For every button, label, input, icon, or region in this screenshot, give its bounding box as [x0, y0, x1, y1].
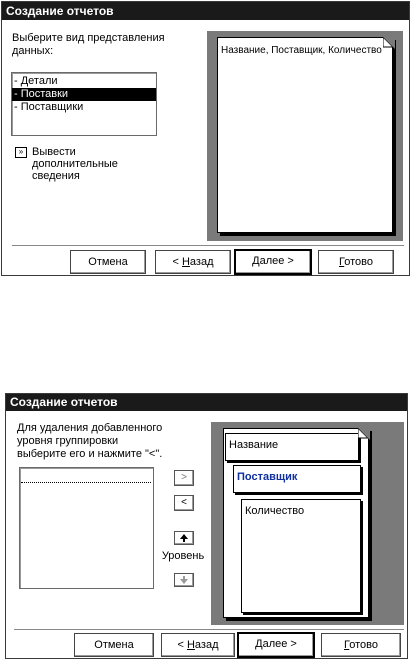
button-separator	[12, 245, 404, 247]
view-type-item[interactable]: - Поставщики	[14, 101, 84, 113]
view-type-item[interactable]: - Поставки	[12, 88, 156, 101]
extra-info-label[interactable]: Вывести дополнительные сведения	[32, 146, 118, 182]
dialog-title: Создание отчетов	[6, 394, 407, 411]
button-separator	[14, 629, 404, 631]
preview-field-detail: Количество	[241, 499, 361, 613]
preview-fields-text: Название, Поставщик, Количество	[221, 45, 382, 56]
view-type-item[interactable]: - Детали	[14, 75, 58, 87]
move-up-button[interactable]	[174, 531, 194, 545]
view-prompt: Выберите вид представления данных:	[12, 32, 165, 57]
back-button[interactable]: < Назад	[161, 633, 235, 657]
grouping-prompt: Для удаления добавленного уровня группировки выберите его и нажмите "<".	[17, 422, 163, 460]
report-wizard-dialog-1	[1, 1, 410, 276]
arrow-up-icon	[179, 533, 189, 543]
page-fold-corner	[358, 428, 370, 440]
move-down-button[interactable]	[174, 573, 194, 587]
view-type-list[interactable]	[11, 72, 157, 136]
arrow-down-icon	[179, 575, 189, 585]
cancel-button[interactable]: Отмена	[70, 250, 146, 274]
grouping-fields-list[interactable]	[19, 467, 154, 589]
finish-button[interactable]: Готово	[321, 633, 401, 657]
remove-level-button[interactable]: <	[174, 495, 194, 511]
report-wizard-dialog-2	[5, 393, 408, 659]
preview-area	[207, 31, 403, 241]
finish-button[interactable]: Готово	[318, 250, 394, 274]
next-button[interactable]: Далее >	[234, 249, 312, 275]
next-button[interactable]: Далее >	[237, 632, 315, 658]
list-focus-line	[21, 482, 151, 483]
preview-field-group: Поставщик	[233, 465, 361, 493]
preview-page	[217, 37, 393, 233]
add-level-button[interactable]: >	[174, 470, 194, 486]
priority-label: Уровень	[161, 550, 205, 562]
back-button[interactable]: < Назад	[155, 250, 231, 274]
dialog-title: Создание отчетов	[2, 2, 409, 20]
preview-area	[211, 422, 404, 625]
preview-field-title: Название	[225, 433, 359, 461]
extra-info-button[interactable]: »	[15, 147, 27, 158]
cancel-button[interactable]: Отмена	[74, 633, 154, 657]
page-fold-corner	[383, 37, 395, 49]
